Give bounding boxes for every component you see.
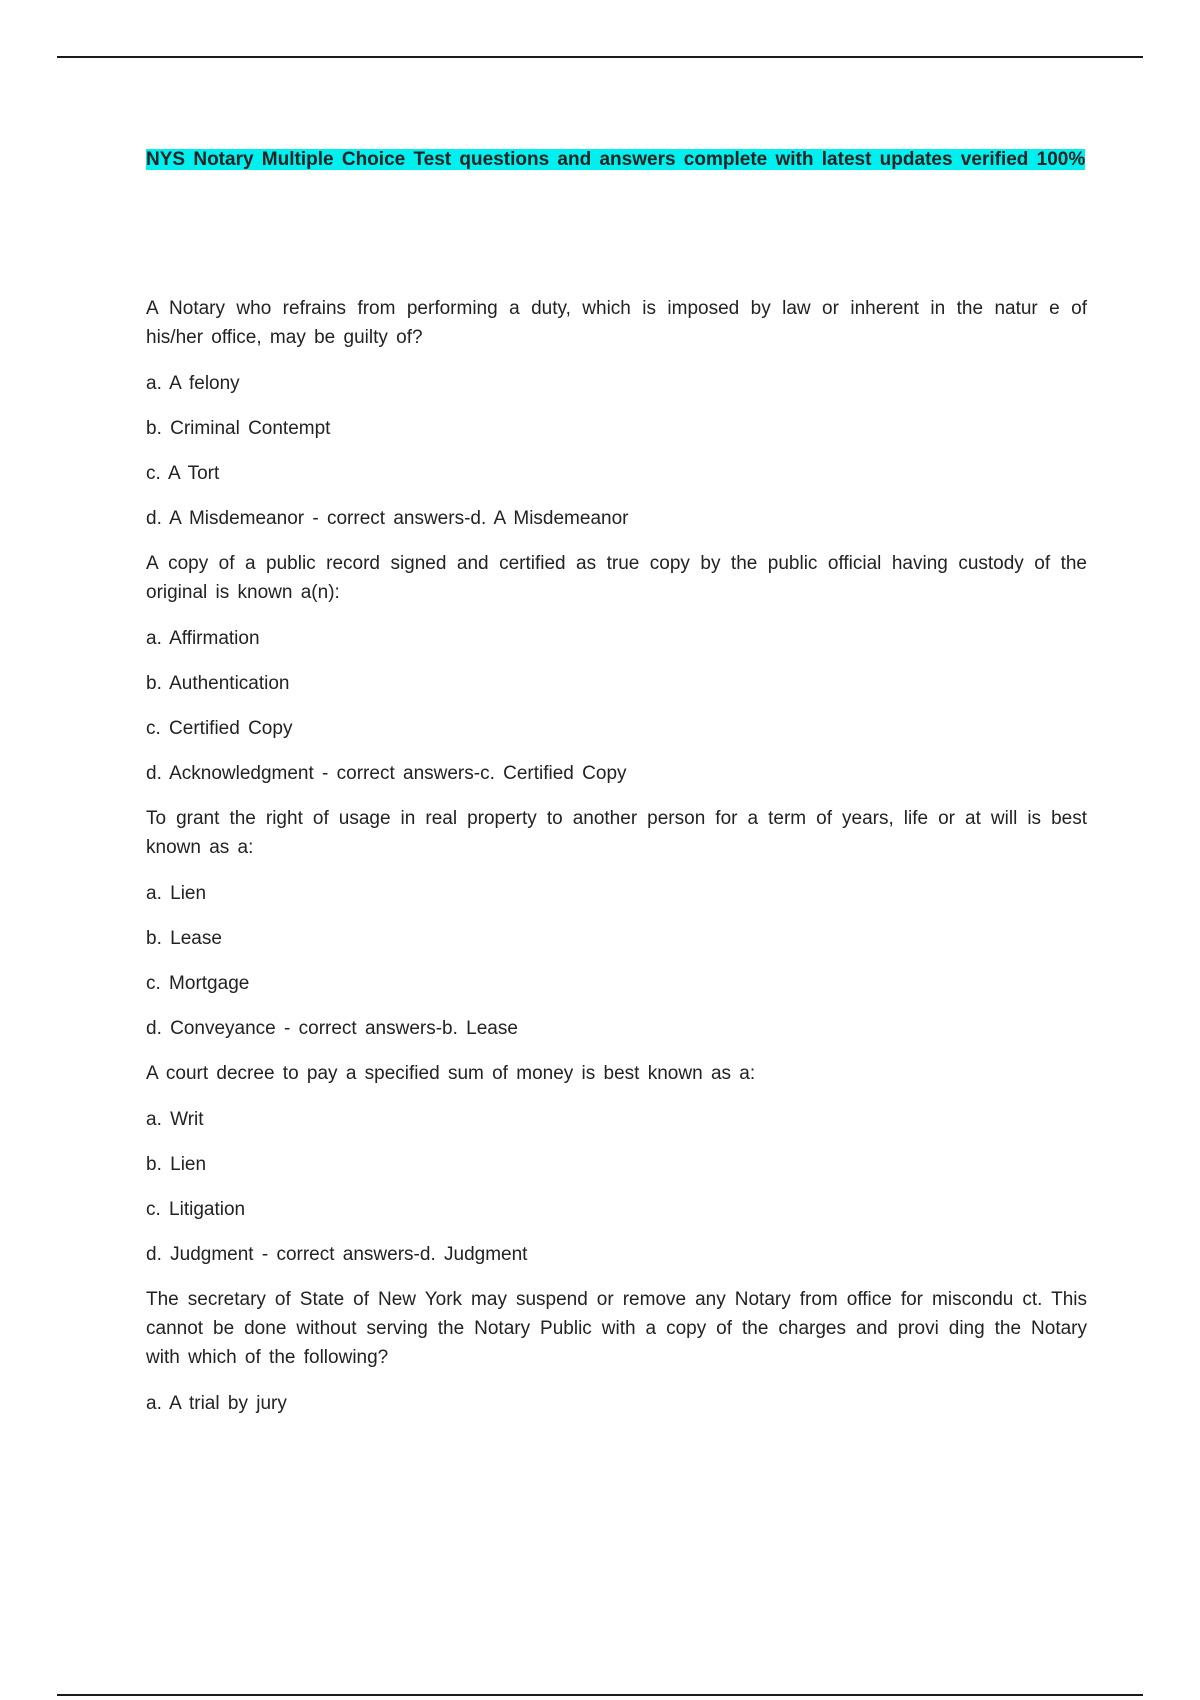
question-3	[146, 804, 1087, 1043]
question-text: A copy of a public record signed and certified as true copy by the public official having custody of the original is known a(n):	[146, 553, 1087, 603]
answer-option: b. Lease	[146, 928, 222, 949]
question-text: A court decree to pay a specified sum of money is best known as a:	[146, 1063, 756, 1084]
answer-option: a. A trial by jury	[146, 1393, 287, 1414]
answer-option: d. Conveyance - correct answers-b. Lease	[146, 1018, 518, 1039]
answer-option: c. Mortgage	[146, 973, 250, 994]
answer-option: a. Lien	[146, 883, 207, 904]
answer-option: d. Judgment - correct answers-d. Judgment	[146, 1244, 528, 1265]
answer-option: a. A felony	[146, 373, 240, 394]
answer-option: b. Criminal Contempt	[146, 418, 331, 439]
question-text: The secretary of State of New York may suspend or remove any Notary from office for miscondu ct. This cannot be done without serving the Notary Public with a copy of the charges and provi ding the Notary with which of the following?	[146, 1289, 1087, 1368]
question-4	[146, 1059, 1087, 1269]
answer-option: c. Litigation	[146, 1199, 246, 1220]
answer-option: a. Affirmation	[146, 628, 260, 649]
header-rule	[57, 56, 1143, 58]
document-title	[146, 145, 1087, 174]
question-list	[146, 294, 1087, 1418]
document-body	[146, 145, 1087, 1434]
footer-rule	[57, 1694, 1143, 1696]
answer-option: c. A Tort	[146, 463, 220, 484]
question-text: To grant the right of usage in real property to another person for a term of years, life or at will is best known as a:	[146, 808, 1087, 858]
question-2	[146, 549, 1087, 788]
answer-option: b. Lien	[146, 1154, 207, 1175]
answer-option: d. Acknowledgment - correct answers-c. Certified Copy	[146, 763, 627, 784]
document-title-text: NYS Notary Multiple Choice Test questions and answers complete with latest updates verified 100%	[146, 149, 1086, 170]
answer-option: c. Certified Copy	[146, 718, 293, 739]
question-1	[146, 294, 1087, 533]
question-text: A Notary who refrains from performing a duty, which is imposed by law or inherent in the natur e of his/her office, may be guilty of?	[146, 298, 1087, 348]
answer-option: d. A Misdemeanor - correct answers-d. A Misdemeanor	[146, 508, 629, 529]
answer-option: a. Writ	[146, 1109, 204, 1130]
question-5	[146, 1285, 1087, 1418]
answer-option: b. Authentication	[146, 673, 290, 694]
